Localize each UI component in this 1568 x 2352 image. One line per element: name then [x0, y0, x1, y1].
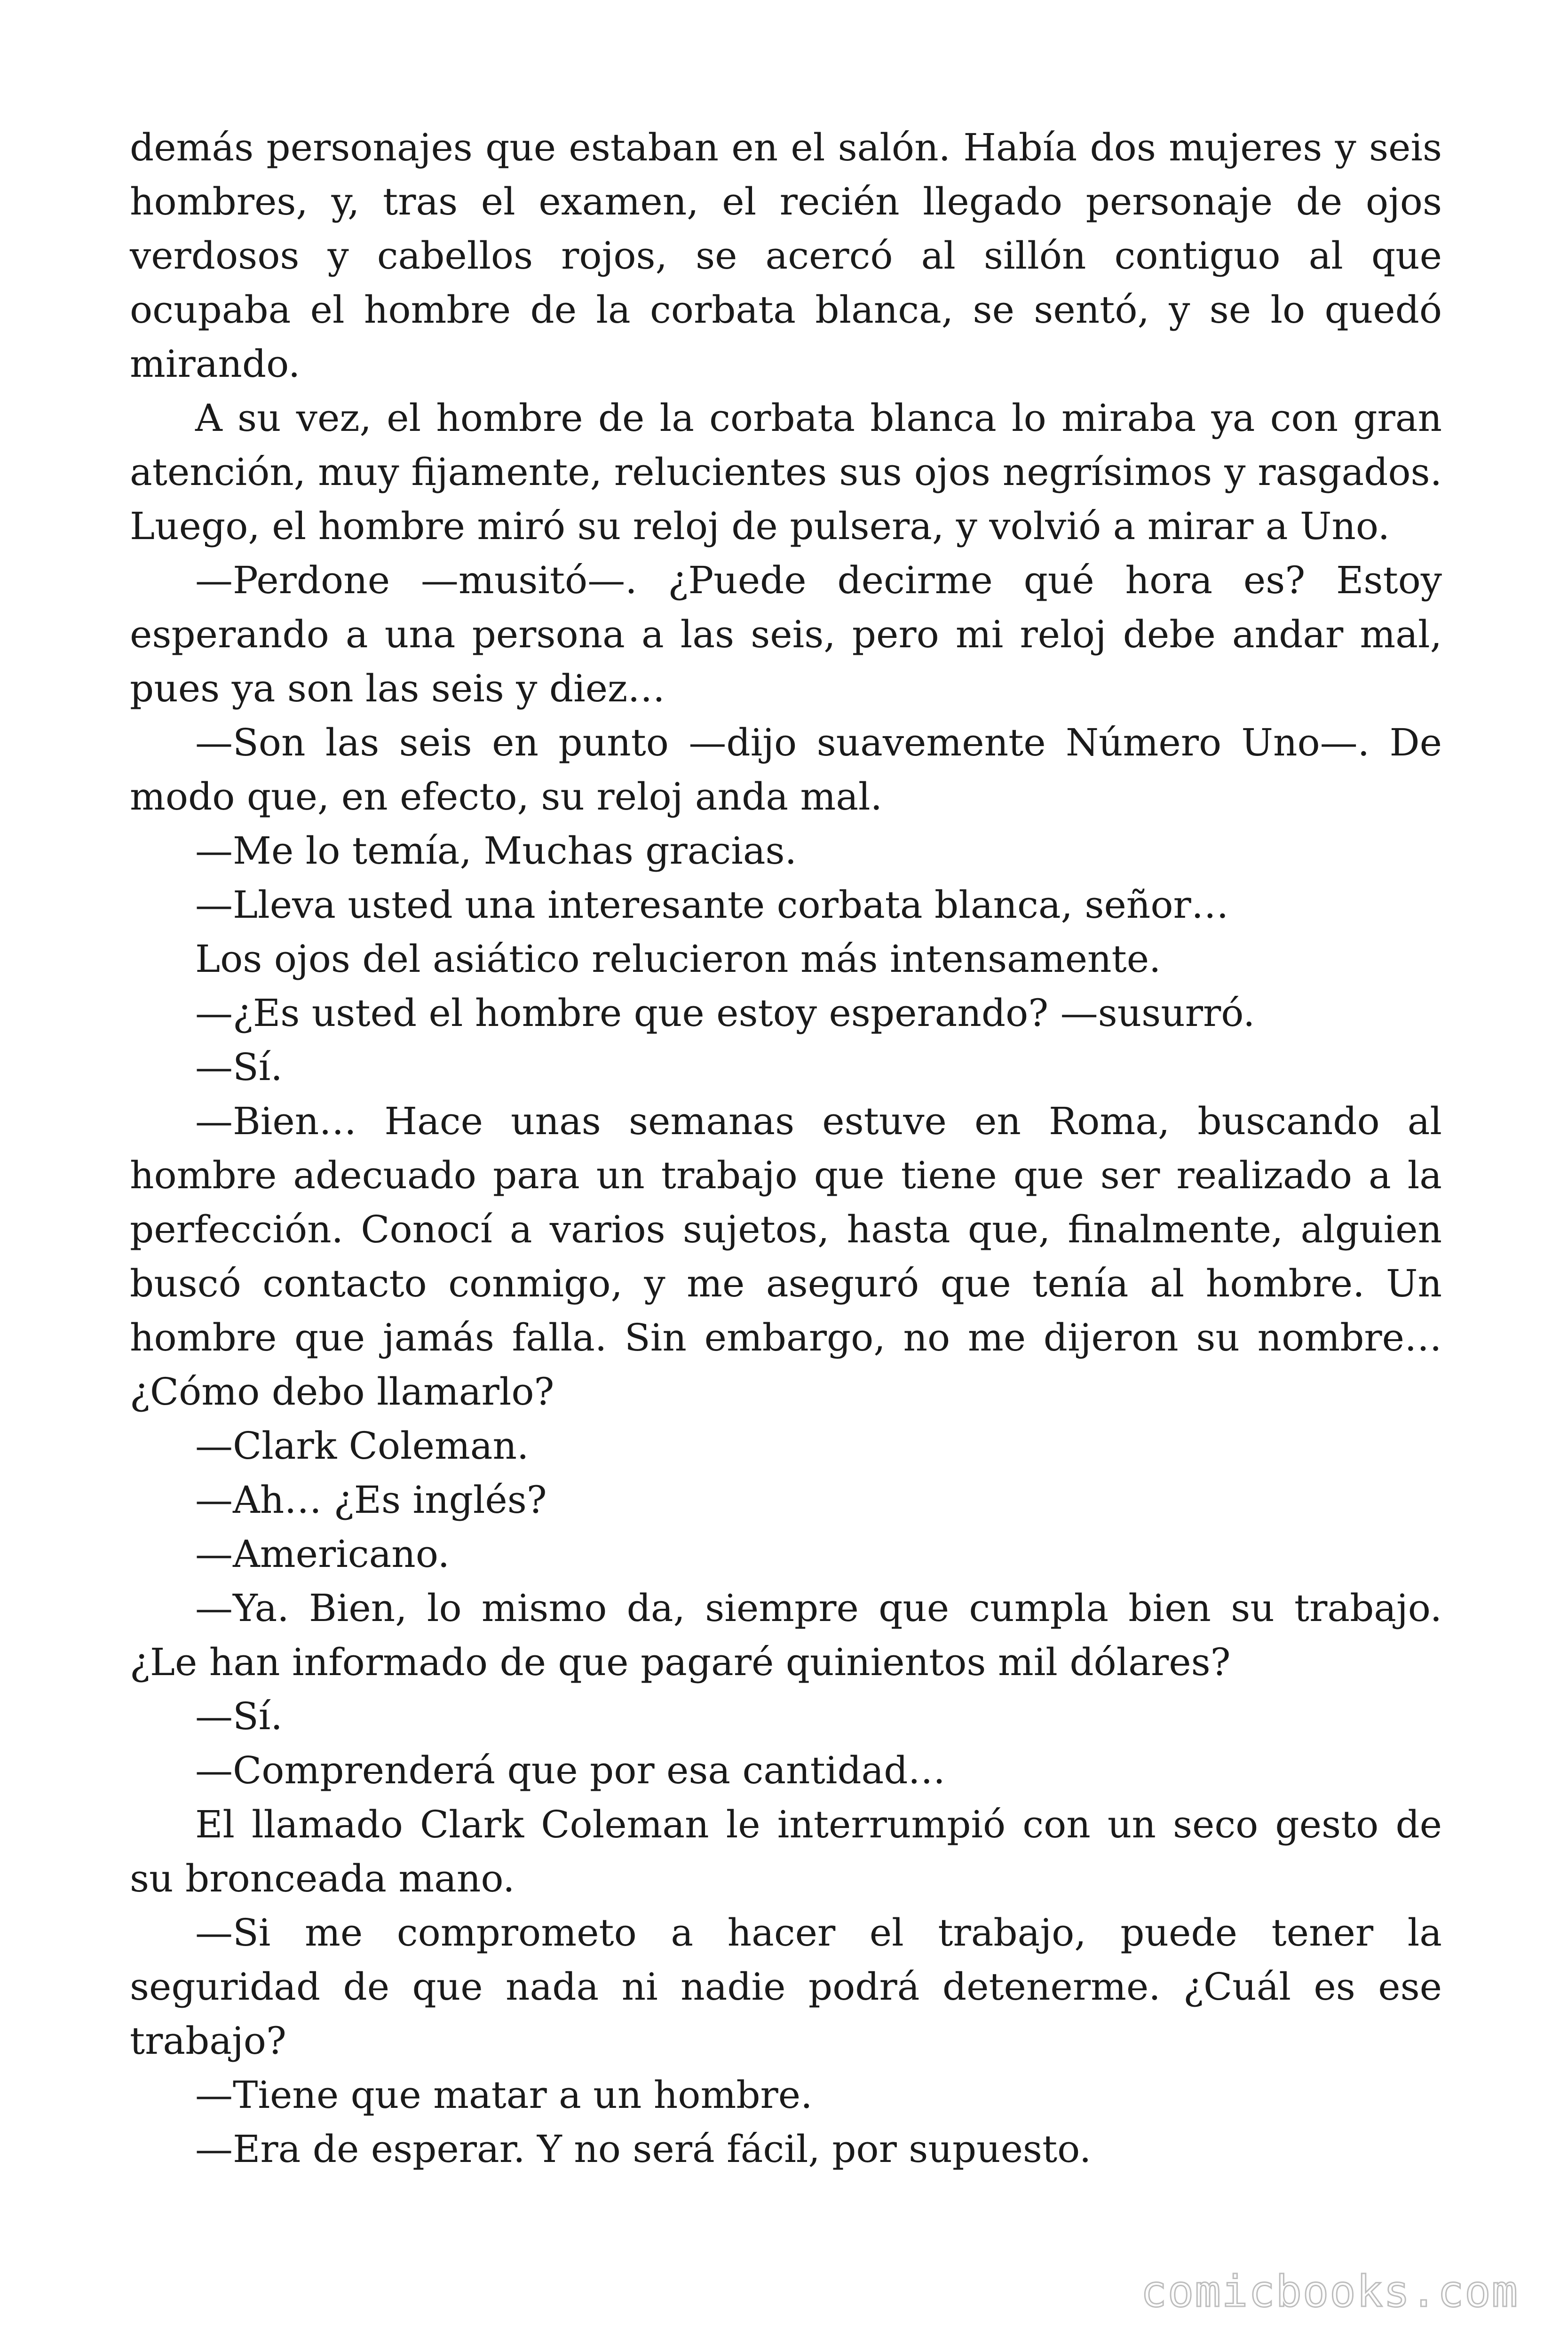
paragraph: —Era de esperar. Y no será fácil, por supuesto. — [195, 2127, 1092, 2171]
paragraph: —¿Es usted el hombre que estoy esperando? —susurró. — [195, 991, 1255, 1035]
paragraph: —Ya. Bien, lo mismo da, siempre que cumpla bien su trabajo. ¿Le han informado de que pagaré quinientos mil dólares? — [130, 1586, 1442, 1684]
watermark: comicbooks.com — [1140, 2266, 1519, 2317]
paragraph: —Perdone —musitó—. ¿Puede decirme qué hora es? Estoy esperando a una persona a las seis, pero mi reloj debe andar mal, pues ya son las seis y diez… — [130, 558, 1442, 710]
paragraph: Los ojos del asiático relucieron más intensamente. — [195, 937, 1161, 981]
paragraph: —Lleva usted una interesante corbata blanca, señor… — [195, 883, 1229, 927]
paragraph: A su vez, el hombre de la corbata blanca lo miraba ya con gran atención, muy fijamente, relucientes sus ojos negrísimos y rasgados. Luego, el hombre miró su reloj de pulsera, y volvió a mirar a Uno. — [130, 396, 1442, 548]
paragraph: —Me lo temía, Muchas gracias. — [195, 829, 797, 873]
paragraph: —Si me comprometo a hacer el trabajo, puede tener la seguridad de que nada ni nadie podrá detenerme. ¿Cuál es ese trabajo? — [130, 1911, 1442, 2063]
paragraph: —Americano. — [195, 1532, 450, 1576]
paragraph: demás personajes que estaban en el salón. Había dos mujeres y seis hombres, y, tras el examen, el recién llegado personaje de ojos verdosos y cabellos rojos, se acercó al sillón contiguo al que ocupaba el hombre de la corbata blanca, se sentó, y se lo quedó mirando. — [130, 126, 1442, 386]
paragraph: —Bien… Hace unas semanas estuve en Roma, buscando al hombre adecuado para un trabajo que tiene que ser realizado a la perfección. Conocí a varios sujetos, hasta que, finalmente, alguien buscó contacto conmigo, y me aseguró que tenía al hombre. Un hombre que jamás falla. Sin embargo, no me dijeron su nombre… ¿Cómo debo llamarlo? — [130, 1099, 1442, 1414]
page-text — [130, 120, 1442, 2176]
paragraph: —Ah… ¿Es inglés? — [195, 1478, 547, 1522]
paragraph: —Sí. — [195, 1045, 283, 1089]
paragraph: —Comprenderá que por esa cantidad… — [195, 1748, 946, 1792]
paragraph: —Tiene que matar a un hombre. — [195, 2073, 813, 2117]
paragraph: —Clark Coleman. — [195, 1424, 529, 1468]
paragraph: —Sí. — [195, 1694, 283, 1738]
paragraph: El llamado Clark Coleman le interrumpió con un seco gesto de su bronceada mano. — [130, 1803, 1442, 1900]
paragraph: —Son las seis en punto —dijo suavemente Número Uno—. De modo que, en efecto, su reloj anda mal. — [130, 721, 1442, 818]
